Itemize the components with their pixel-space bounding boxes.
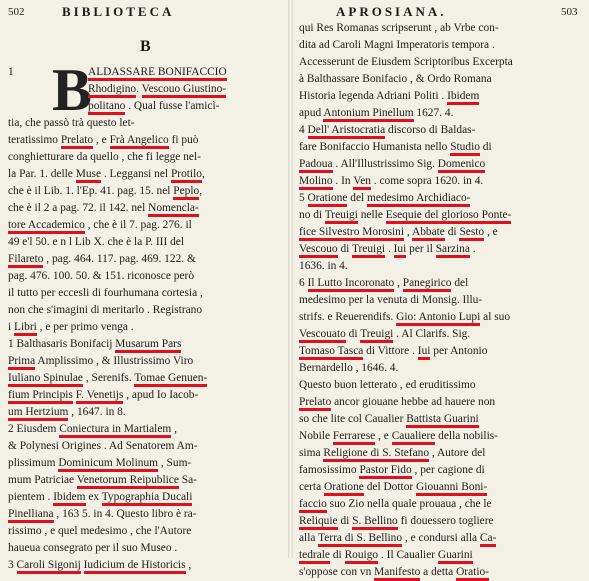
underlined-phrase: Religione di S. Stefano	[323, 447, 429, 462]
underlined-phrase: Muse	[76, 168, 101, 183]
text-line	[299, 173, 581, 190]
text-segment: s'oppose con vn	[299, 566, 375, 578]
text-segment: di	[337, 515, 353, 527]
text-line	[299, 190, 581, 207]
underlined-phrase: Ibidem	[447, 90, 479, 105]
underlined-phrase: Battista Guarini	[406, 413, 478, 428]
running-title: BIBLIOTECA	[62, 4, 175, 19]
underlined-phrase: Prima	[8, 355, 35, 370]
text-line	[299, 88, 581, 105]
text-segment: , e	[93, 134, 110, 146]
text-line	[8, 302, 284, 319]
text-segment: fare Bonifaccio Humanista nello	[299, 141, 451, 153]
underlined-phrase: politano	[88, 100, 125, 115]
underlined-phrase: Giouanni Boni-	[416, 481, 487, 496]
text-segment: , e per primo venga .	[36, 321, 134, 333]
text-segment: , per cagione di	[411, 464, 485, 476]
text-line	[299, 37, 581, 54]
underlined-phrase: Ibidem	[53, 491, 85, 506]
text-line	[8, 251, 284, 268]
text-segment: del	[451, 277, 469, 289]
text-segment: , Sum-	[158, 457, 192, 469]
underlined-phrase: Dell' Aristocratia	[308, 124, 386, 139]
text-segment: .	[385, 243, 394, 255]
text-segment: .	[136, 83, 142, 95]
text-segment: , che è il 7. pag. 276. il	[84, 219, 192, 231]
underlined-phrase: fice Silvestro Morosini	[299, 226, 404, 241]
text-segment: plissimum	[8, 457, 59, 469]
left-page	[0, 0, 290, 571]
underlined-phrase: Frà Angelico	[110, 134, 169, 149]
text-segment: certa	[299, 481, 324, 493]
text-line	[8, 268, 284, 285]
underlined-phrase: ALDASSARE BONIFACCIO	[88, 66, 227, 81]
underlined-phrase: Treuigi	[360, 328, 393, 343]
underlined-phrase: Nomencla-	[148, 202, 199, 217]
underlined-phrase: Sesto	[459, 226, 484, 241]
underlined-phrase: Filareto	[8, 253, 43, 268]
text-segment: , Autore del	[429, 447, 486, 459]
text-segment: per Antonio	[430, 345, 488, 357]
text-segment: Historia legenda Adriani Politi .	[299, 90, 448, 102]
underlined-phrase: Iudicium de Historicis	[84, 559, 186, 574]
text-segment: per il	[406, 243, 436, 255]
text-segment: famosissimo	[299, 464, 360, 476]
text-line	[8, 149, 284, 166]
text-line	[299, 564, 581, 581]
text-segment: ex	[85, 491, 102, 503]
text-segment: Amplissimo , & Illustrissimo Viro	[35, 355, 194, 367]
text-segment: . In	[332, 175, 354, 187]
text-line	[299, 326, 581, 343]
text-segment: di	[444, 226, 460, 238]
underlined-phrase: Reliquie	[299, 515, 338, 530]
underlined-phrase: S. Bellino	[352, 515, 398, 530]
underlined-phrase: Treuigi	[352, 243, 385, 258]
text-segment: . Qual fusse l'amicì-	[125, 100, 220, 112]
text-segment: 4	[299, 124, 308, 136]
text-segment: la Par. 1. delle	[8, 168, 76, 180]
underlined-phrase: Ca-	[480, 532, 496, 547]
underlined-phrase: Abbate	[412, 226, 445, 241]
text-segment: . come sopra 1620. in 4.	[370, 175, 484, 187]
underlined-phrase: Gio: Antonio Lupi	[396, 311, 480, 326]
text-line	[299, 377, 581, 394]
text-segment: Balthasaris Bonifacij	[16, 338, 116, 350]
text-segment: pag. 476. 100. 50. & 151. riconosce però	[8, 270, 195, 282]
text-line	[299, 343, 581, 360]
text-segment: suo Zio nella quale prouaua , che le	[326, 498, 492, 510]
text-line	[299, 207, 581, 224]
underlined-phrase: Panegirico	[403, 277, 452, 292]
underlined-phrase: Oratio-	[456, 566, 489, 581]
underlined-phrase: Ven	[353, 175, 371, 190]
underlined-phrase: Treuigi	[325, 209, 358, 224]
underlined-phrase: faccio	[299, 498, 327, 513]
text-line	[299, 360, 581, 377]
text-line	[299, 156, 581, 173]
text-segment: che è il Lib. 1. l'Ep. 41. pag. 15. nel	[8, 185, 174, 197]
underlined-phrase: Vescouo Giustino-	[142, 83, 226, 98]
text-segment: nelle	[357, 209, 386, 221]
underlined-phrase: Prelato	[299, 396, 331, 411]
text-segment: , Serenifs.	[82, 372, 135, 384]
text-line	[299, 105, 581, 122]
text-line	[299, 394, 581, 411]
text-segment: ,	[201, 168, 205, 180]
text-segment: , 163 5. in 4. Questo libro è ra-	[53, 508, 197, 520]
text-segment: di	[330, 549, 345, 561]
text-segment: pientem .	[8, 491, 54, 503]
underlined-phrase: Padoua	[299, 158, 333, 173]
text-segment: della nobilis-	[435, 430, 498, 442]
underlined-phrase: Vescouo	[299, 243, 338, 258]
underlined-phrase: Protilo	[171, 168, 202, 183]
underlined-phrase: Manifesto	[374, 566, 420, 581]
text-segment: rissimo , e quel medesimo , che l'Autore	[8, 525, 192, 537]
text-line	[8, 370, 284, 387]
underlined-phrase: Pastor Fido	[359, 464, 411, 479]
text-segment: al suo	[480, 311, 511, 323]
underlined-phrase: Iui	[394, 243, 407, 258]
text-segment: medesimo per la venuta di Monsig. Illu-	[299, 294, 483, 306]
text-segment: sima	[299, 447, 324, 459]
underlined-phrase: Molino	[299, 175, 333, 190]
underlined-phrase: tore Accademico	[8, 219, 85, 234]
text-line	[299, 139, 581, 156]
text-segment: discorso di Baldas-	[385, 124, 476, 136]
text-line	[8, 472, 284, 489]
underlined-phrase: Rouigo	[345, 549, 379, 564]
text-line	[299, 462, 581, 479]
underlined-phrase: medesimo Archidiaco-	[367, 192, 470, 207]
text-line	[8, 506, 284, 523]
text-segment: strifs. e Reuerendifs.	[299, 311, 397, 323]
text-segment: alla	[299, 532, 319, 544]
right-page	[293, 0, 589, 578]
text-segment: .	[469, 243, 476, 255]
text-line	[299, 224, 581, 241]
underlined-phrase: Tomaso Tasca	[299, 345, 363, 360]
text-line	[299, 309, 581, 326]
underlined-phrase: Guarini	[438, 549, 473, 564]
text-line	[299, 292, 581, 309]
text-line	[8, 98, 284, 115]
text-line	[8, 557, 284, 574]
text-segment: di	[345, 328, 361, 340]
underlined-phrase: Caroli Sigonij	[17, 559, 81, 574]
text-segment: , 1647. in 8.	[68, 406, 126, 418]
text-line	[299, 513, 581, 530]
text-line	[299, 54, 581, 71]
text-segment: , e	[484, 226, 498, 238]
text-segment: a detta	[420, 566, 457, 578]
text-segment: fi può	[168, 134, 199, 146]
underlined-phrase: Esequie del glorioso Ponte-	[386, 209, 512, 224]
text-segment: tia, che passò trà questo let-	[8, 117, 135, 129]
text-segment: 1627. 4.	[413, 107, 454, 119]
text-segment: & Polynesi Origines . Ad Senatorem Am-	[8, 440, 198, 452]
text-segment: ,	[199, 185, 203, 197]
text-line	[8, 200, 284, 217]
text-segment: teratissimo	[8, 134, 61, 146]
underlined-phrase: Antonium Pinellum	[323, 107, 413, 122]
underlined-phrase: Il Lutto Incoronato	[308, 277, 395, 292]
underlined-phrase: Studio	[450, 141, 480, 156]
text-segment: , pag. 464. 117. pag. 469. 122. &	[43, 253, 196, 265]
text-segment: ,	[404, 226, 412, 238]
text-line	[299, 411, 581, 428]
text-line	[8, 353, 284, 370]
running-title: APROSIANA.	[336, 4, 447, 19]
underlined-phrase: Iuliano Spinulae	[8, 372, 83, 387]
underlined-phrase: Peplo	[173, 185, 199, 200]
text-line	[8, 81, 284, 98]
underlined-phrase: Dominicum Molinum	[58, 457, 158, 472]
text-segment: . Al Clarifs. Sig.	[393, 328, 471, 340]
text-segment: qui Res Romanas scripserunt , ab Vrbe con-	[299, 22, 499, 34]
text-line	[299, 479, 581, 496]
text-line	[8, 540, 284, 557]
underlined-phrase: F. Venetijs	[76, 389, 124, 404]
text-segment: ancor giouane hebbe ad hauere non	[331, 396, 496, 408]
text-line	[8, 183, 284, 200]
underlined-phrase: Vescouato	[299, 328, 346, 343]
text-segment: i	[8, 321, 15, 333]
text-segment: di Vittore .	[363, 345, 418, 357]
text-line	[8, 115, 284, 132]
underlined-phrase: Oratione	[324, 481, 364, 496]
text-line	[8, 166, 284, 183]
text-segment: 3	[8, 559, 17, 571]
text-segment: 1	[8, 66, 14, 78]
text-line	[8, 336, 284, 353]
text-segment: 5	[299, 192, 308, 204]
text-line	[299, 122, 581, 139]
text-segment: conghietturare da quello , che fi legge nel-	[8, 151, 201, 163]
page-number: 503	[561, 6, 578, 18]
text-segment: ,	[171, 423, 177, 435]
text-segment: che è il 2 a pag. 72. il 142. nel	[8, 202, 149, 214]
text-segment: no di	[299, 209, 325, 221]
text-segment: ,	[394, 277, 403, 289]
text-segment: dita ad Caroli Magni Imperatoris tempora .	[299, 39, 495, 51]
underlined-phrase: Rhodigino	[88, 83, 136, 98]
text-line	[8, 455, 284, 472]
text-segment: Sa-	[178, 474, 197, 486]
text-segment: . Il Caualier	[378, 549, 438, 561]
text-line	[8, 523, 284, 540]
text-segment: di	[479, 141, 492, 153]
text-segment: Questo buon letterato , ed eruditissimo	[299, 379, 476, 391]
underlined-phrase: Iui	[418, 345, 431, 360]
text-line	[8, 438, 284, 455]
text-segment: à Balthassare Bonifacio , & Ordo Romana	[299, 73, 492, 85]
text-segment: haueua consegrato per il suo Museo .	[8, 542, 178, 554]
text-line	[8, 285, 284, 302]
text-line	[299, 547, 581, 564]
text-segment: 2 Eiusdem	[8, 423, 60, 435]
text-segment: 6	[299, 277, 308, 289]
text-segment: apud	[299, 107, 324, 119]
text-segment: so che lite col Caualier	[299, 413, 407, 425]
text-segment: Bernardello , 1646. 4.	[299, 362, 399, 374]
text-segment: . All'Illustrissimo Sig.	[332, 158, 438, 170]
underlined-phrase: Coniectura in Martialem	[59, 423, 171, 438]
right-column-text	[299, 20, 581, 581]
text-line	[299, 445, 581, 462]
underlined-phrase: fium Principis	[8, 389, 73, 404]
text-segment: Accesserunt de Eiusdem Scriptoribus Excerpta	[299, 56, 513, 68]
underlined-phrase: Ferrarese	[333, 430, 375, 445]
underlined-phrase: Caualiere	[392, 430, 436, 445]
text-segment: ,	[185, 559, 192, 571]
text-segment: , e condursi alla	[402, 532, 480, 544]
text-segment: Nobile	[299, 430, 333, 442]
underlined-phrase: Typographia Ducali	[102, 491, 193, 506]
text-line	[8, 387, 284, 404]
text-line	[8, 132, 284, 149]
text-line	[8, 421, 284, 438]
text-segment: del	[347, 192, 368, 204]
underlined-phrase: Tomae Genuen-	[134, 372, 207, 387]
left-column-text	[8, 57, 284, 574]
section-letter: B	[140, 38, 151, 55]
text-segment: 49 e'l 50. e n l Lib X. che è la P. III del	[8, 236, 185, 248]
text-line	[299, 275, 581, 292]
text-line	[299, 530, 581, 547]
underlined-phrase: Venetorum Reipublice	[77, 474, 179, 489]
underlined-phrase: Prelato	[61, 134, 93, 149]
underlined-phrase: Oratione	[308, 192, 348, 207]
underlined-phrase: tedrale	[299, 549, 330, 564]
text-line	[8, 404, 284, 421]
text-line	[299, 496, 581, 513]
text-segment: del Dottor	[363, 481, 417, 493]
text-segment: , apud Io Iacob-	[123, 389, 199, 401]
underlined-phrase: um Hertzium	[8, 406, 68, 421]
text-segment: fi douessero togliere	[397, 515, 494, 527]
text-segment: il tutto per eccesli di fourhumana cortesia ,	[8, 287, 203, 299]
underlined-phrase: Musarum Pars	[115, 338, 181, 353]
text-line	[8, 64, 284, 81]
underlined-phrase: Pinelliana	[8, 508, 54, 523]
text-line	[299, 258, 581, 275]
text-line	[299, 20, 581, 37]
text-line	[8, 217, 284, 234]
text-line	[299, 428, 581, 445]
text-segment: 1636. in 4.	[299, 260, 348, 272]
text-line	[8, 489, 284, 506]
text-segment: mum Patriciae	[8, 474, 77, 486]
underlined-phrase: Terra di S. Bellino	[318, 532, 402, 547]
text-line	[8, 319, 284, 336]
text-line	[299, 241, 581, 258]
underlined-phrase: Libri	[14, 321, 37, 336]
underlined-phrase: Sarzina	[436, 243, 470, 258]
text-segment: 1	[8, 338, 17, 350]
text-segment: non che s'imagini di meritarlo . Registrano	[8, 304, 203, 316]
drop-cap: B	[52, 57, 93, 123]
text-segment: di	[337, 243, 352, 255]
text-segment: , e	[375, 430, 392, 442]
underlined-phrase: Domenico	[438, 158, 485, 173]
text-line	[299, 71, 581, 88]
text-line	[8, 234, 284, 251]
page-number: 502	[8, 6, 25, 18]
text-segment: . Leggansi nel	[101, 168, 171, 180]
